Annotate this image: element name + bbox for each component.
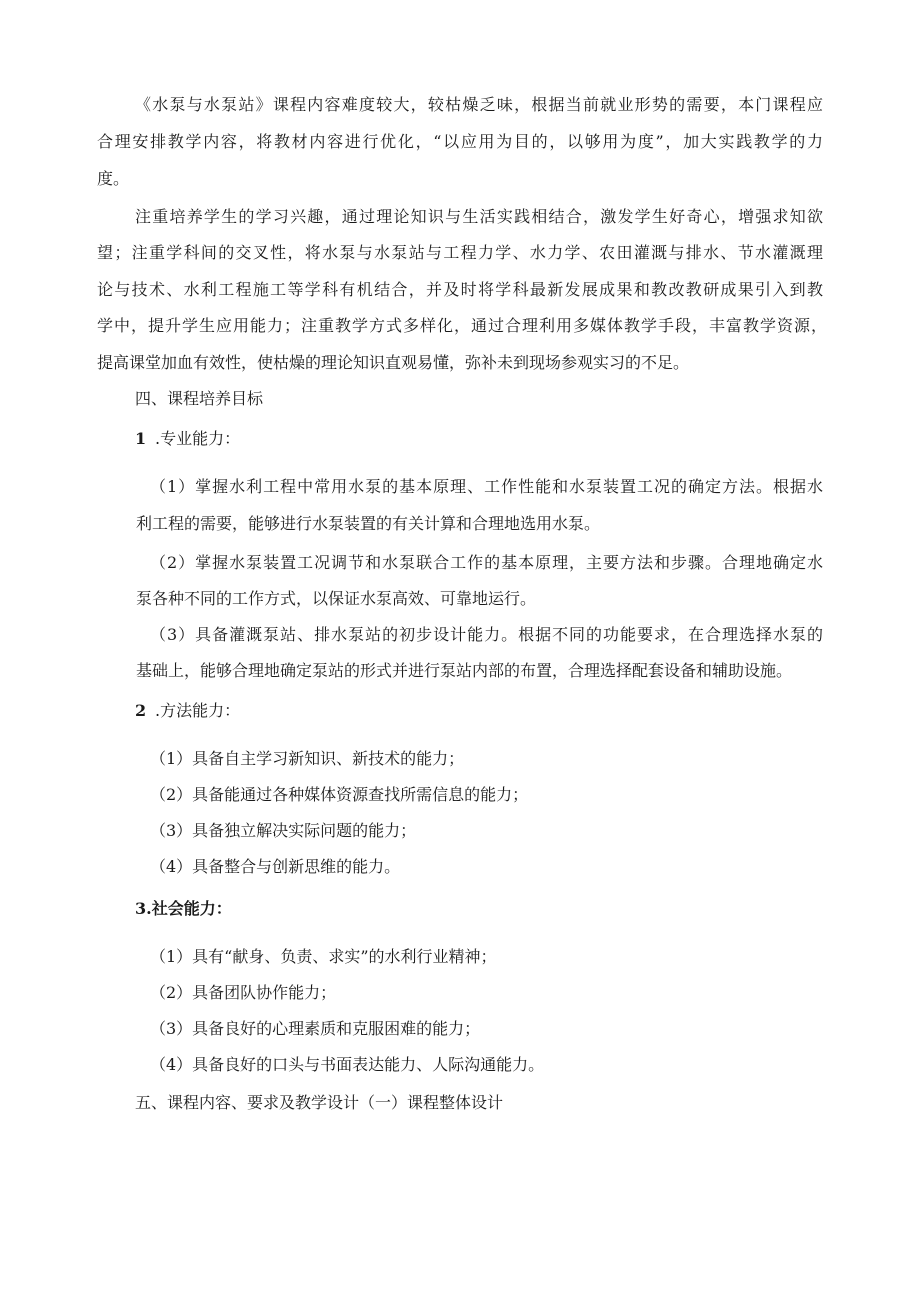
subsection-heading: 3.社会能力： (135, 899, 232, 918)
subsection-title: .专业能力： (155, 429, 241, 448)
list-line: （3）具备良好的心理素质和克服困难的能力； (150, 1019, 481, 1038)
paragraph-line: 合理安排教学内容，将教材内容进行优化，“以应用为目的，以够用为度”，加大实践教学的力 (97, 132, 823, 151)
list-line: 基础上，能够合理地确定泵站的形式并进行泵站内部的布置，合理选择配套设备和辅助设施。 (136, 661, 793, 680)
section-heading: 五、课程内容、要求及教学设计（一）课程整体设计 (135, 1093, 504, 1112)
list-line: （3）具备独立解决实际问题的能力； (150, 821, 417, 840)
paragraph-line: 论与技术、水利工程施工等学科有机结合，并及时将学科最新发展成果和教改教研成果引入到教 (97, 280, 823, 299)
subsection-number: 1 (135, 429, 147, 448)
list-line: （1）掌握水利工程中常用水泵的基本原理、工作性能和水泵装置工况的确定方法。根据水 (150, 477, 823, 496)
list-line: （2）具备能通过各种媒体资源查找所需信息的能力； (150, 785, 529, 804)
subsection-heading (135, 700, 240, 722)
list-line: （2）掌握水泵装置工况调节和水泵联合工作的基本原理，主要方法和步骤。合理地确定水 (150, 553, 823, 572)
list-line: （4）具备整合与创新思维的能力。 (150, 857, 401, 876)
subsection-heading (135, 428, 240, 450)
subsection-title: .方法能力： (155, 701, 241, 720)
list-line: 利工程的需要，能够进行水泵装置的有关计算和合理地选用水泵。 (136, 514, 601, 533)
paragraph-line: 度。 (97, 169, 130, 188)
paragraph-line: 学中，提升学生应用能力；注重教学方式多样化，通过合理利用多媒体教学手段，丰富教学资源， (97, 316, 827, 335)
subsection-number: 2 (135, 701, 147, 720)
list-line: （4）具备良好的口头与书面表达能力、人际沟通能力。 (150, 1055, 545, 1074)
list-line: （2）具备团队协作能力； (150, 983, 337, 1002)
list-line: （3）具备灌溉泵站、排水泵站的初步设计能力。根据不同的功能要求，在合理选择水泵的 (150, 625, 823, 644)
paragraph-line: 《水泵与水泵站》课程内容难度较大，较枯燥乏味，根据当前就业形势的需要，本门课程应 (135, 95, 823, 114)
list-line: 泵各种不同的工作方式，以保证水泵高效、可靠地运行。 (136, 589, 537, 608)
list-line: （1）具备自主学习新知识、新技术的能力； (150, 749, 465, 768)
paragraph-line: 望；注重学科间的交叉性，将水泵与水泵站与工程力学、水力学、农田灌溉与排水、节水灌溉理 (97, 243, 823, 262)
paragraph-line: 提高课堂加血有效性，使枯燥的理论知识直观易懂，弥补未到现场参观实习的不足。 (97, 353, 690, 372)
paragraph-line: 注重培养学生的学习兴趣，通过理论知识与生活实践相结合，激发学生好奇心，增强求知欲 (135, 207, 823, 226)
section-heading: 四、课程培养目标 (135, 389, 264, 408)
list-line: （1）具有“献身、负责、求实”的水利行业精神； (150, 947, 497, 966)
